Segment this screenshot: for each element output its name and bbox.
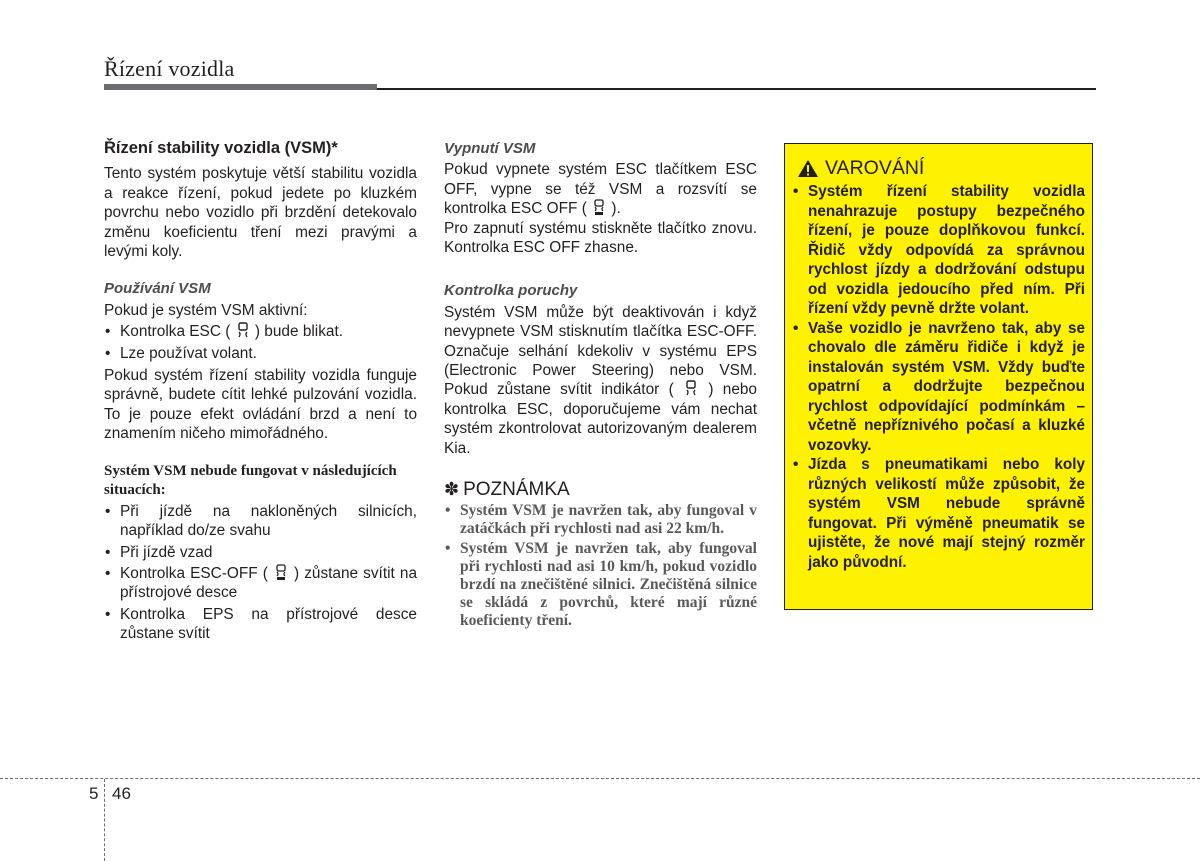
chapter-number: 5 — [89, 784, 99, 803]
note-list — [444, 502, 757, 630]
footer-vertical-rule — [104, 779, 105, 861]
using-text: Pokud je systém VSM aktivní: — [104, 301, 308, 319]
list-item: • Jízda s pneumatikami nebo koly různých velikostí může způsobit, že systém VSM nebude správně fungovat. Při výměně pneumatik se ujistěte, že nové mají stejný rozměr jako původní. — [792, 455, 1085, 572]
page-number: 46 — [112, 784, 131, 803]
esc-off-icon — [592, 199, 606, 216]
list-item: • Systém VSM je navržen tak, aby fungoval při rychlosti nad asi 10 km/h, pokud vozidlo brzdí na znečištěné silnici. Znečištěná silnice se skládá z povrchů, které mají různé koeficienty tření. — [444, 540, 757, 630]
page-header-title: Řízení vozidla — [104, 56, 235, 81]
subheading-not-working: Systém VSM nebude fungovat v následujících situacích: — [104, 462, 397, 498]
vsm-on-paragraph: Pro zapnutí systému stiskněte tlačítko znovu. Kontrolka ESC OFF zhasne. — [444, 219, 757, 257]
esc-off-icon — [274, 564, 288, 581]
fault-paragraph: Systém VSM může být deaktivován i když nevypnete VSM stisknutím tlačítka ESC-OFF. Označuje selhání kdekoliv v systému EPS (Electronic Power Steering) nebo VSM. Pokud zůstane svítit indikátor ( ) nebo kontrolka ESC, doporučujeme vám nechat systém zkontrolovat autorizovaným dealerem Kia. — [444, 303, 757, 457]
list-item: • Lze používat volant. — [104, 344, 417, 363]
list-item: • Při jízdě na nakloněných silnicích, například do/ze svahu — [104, 502, 417, 541]
section-title: Řízení stability vozidla (VSM)* — [104, 139, 338, 157]
list-item: • Kontrolka EPS na přístrojové desce zůstane svítit — [104, 605, 417, 644]
intro-paragraph: Tento systém poskytuje větší stabilitu vozidla a reakce řízení, pokud jedete po kluzkém povrchu nebo vozidlo při brzdění detekovalo změnu koeficientu tření mezi pravými a levými koly. — [104, 165, 417, 261]
note-star-icon: ✽ — [444, 479, 460, 500]
footer-rule — [0, 778, 1200, 779]
warning-box — [784, 143, 1093, 610]
list-item: • Kontrolka ESC ( ) bude blikat. — [104, 322, 417, 341]
subheading-fault: Kontrolka poruchy — [444, 282, 578, 300]
subheading-using-vsm: Používání VSM — [104, 280, 211, 298]
column-left — [104, 139, 417, 644]
list-item: • Vaše vozidlo je navrženo tak, aby se chovalo dle záměru řidiče i když je instalován systém VSM. Vždy buďte opatrní a dodržujte bezpečnou rychlost odpovídající podmínkám – včetně nepříznivého počasí a kluzké vozovky. — [792, 319, 1085, 456]
vsm-off-paragraph: Pokud vypnete systém ESC tlačítkem ESC OFF, vypne se též VSM a rozsvítí se kontrolka ESC OFF ( ). — [444, 161, 757, 218]
subheading-vsm-off: Vypnutí VSM — [444, 140, 536, 157]
header-rule-thin — [377, 88, 1096, 90]
header-rule-thick — [104, 84, 377, 90]
list-item: • Systém řízení stability vozidla nenahrazuje postupy bezpečného řízení, je pouze doplňkovou funkcí. Řidič vždy odpovídá za správnou rychlost jízdy a dodržování odstupu od vozidla jedoucího před ním. Při řízení vždy pevně držte volant. — [792, 182, 1085, 319]
list-item: • Kontrolka ESC-OFF ( ) zůstane svítit na přístrojové desce — [104, 564, 417, 603]
situations-list — [104, 502, 417, 644]
pulsing-paragraph: Pokud systém řízení stability vozidla funguje správně, budete cítit lehké pulzování vozidla. To je pouze efekt ovládání brzd a není to znamením ničeho mimořádného. — [104, 367, 417, 443]
note-heading: ✽ POZNÁMKA — [444, 479, 570, 501]
using-list — [104, 322, 417, 363]
list-item: • Systém VSM je navržen tak, aby fungoval v zatáčkách při rychlosti nad asi 22 km/h. — [444, 502, 757, 538]
esc-skid-icon — [236, 322, 250, 339]
column-middle — [444, 139, 757, 630]
warning-list — [792, 182, 1085, 572]
esc-skid-icon — [684, 380, 698, 397]
warning-triangle-icon — [797, 159, 819, 178]
warning-heading: VAROVÁNÍ — [797, 157, 924, 180]
list-item: • Při jízdě vzad — [104, 543, 417, 562]
